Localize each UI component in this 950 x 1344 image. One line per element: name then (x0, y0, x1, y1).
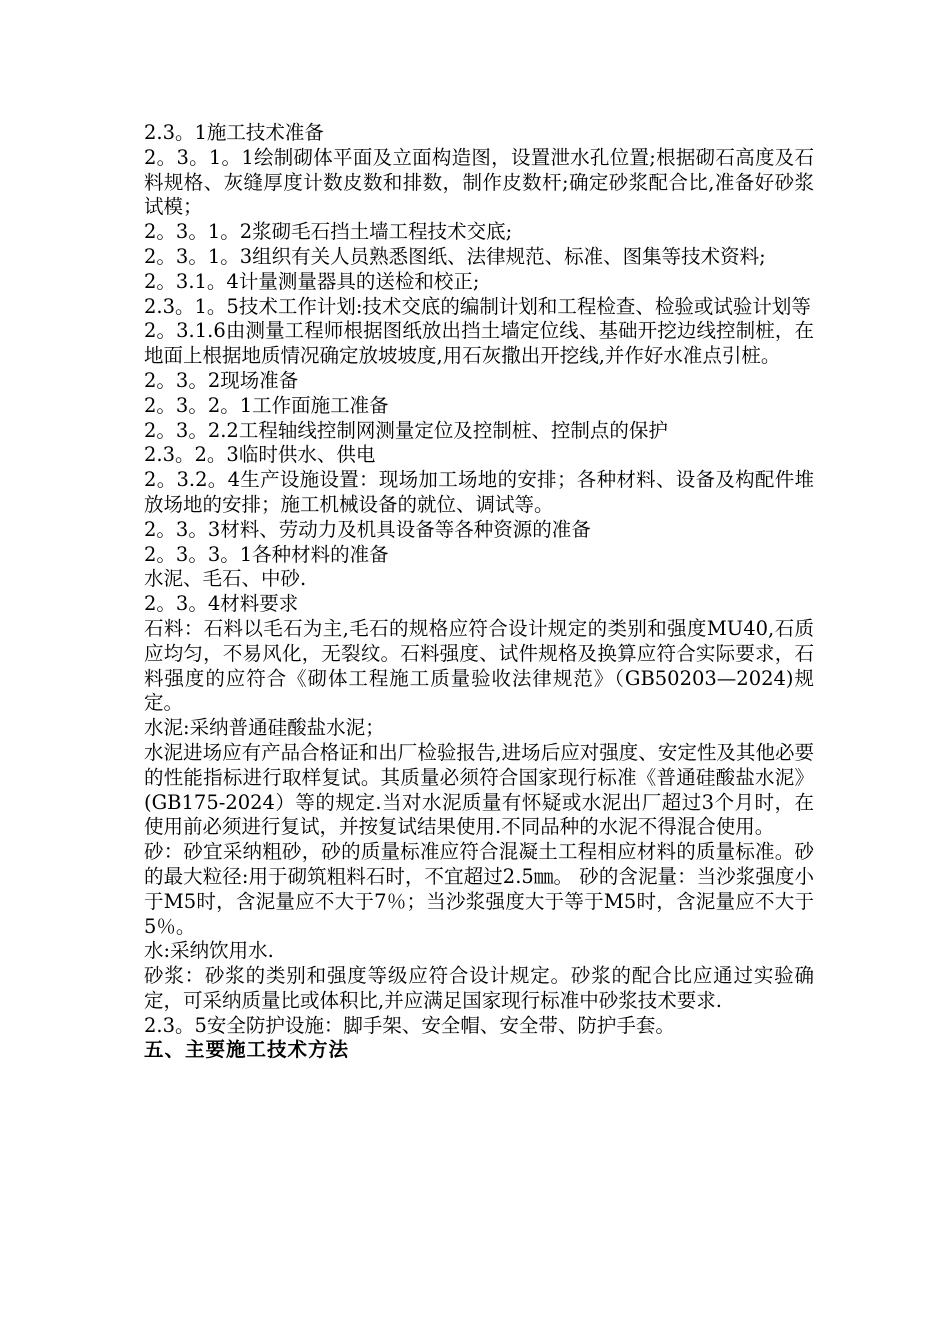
heading-2-3-2: 2。3。2现场准备 (144, 368, 299, 392)
paragraph-2-3-1-5: 2.3。1。5技术工作计划:技术交底的编制计划和工程检查、检验或试验计划等 (144, 294, 811, 318)
paragraph-stone-requirements: 石料：石料以毛石为主,毛石的规格应符合设计规定的类别和强度MU40,石质应均匀，不易风化，无裂纹。石料强度、试件规格及换算应符合实际要求，石料强度的应符合《砌体工程施工质量验收法律规范》（GB50203—2024)规定。 (144, 616, 814, 715)
paragraph-mortar-requirements: 砂浆：砂浆的类别和强度等级应符合设计规定。砂浆的配合比应通过实验确定，可采纳质量比或体积比,并应满足国家现行标准中砂浆技术要求. (144, 964, 814, 1012)
paragraph-2-3-1-4: 2。3.1。4计量测量器具的送检和校正; (144, 269, 480, 293)
heading-2-3-1: 2.3。1施工技术准备 (144, 121, 324, 144)
paragraph-2-3-5: 2.3。5安全防护设施：脚手架、安全帽、安全带、防护手套。 (144, 1013, 675, 1037)
paragraph-2-3-1-2: 2。3。1。2浆砌毛石挡土墙工程技术交底; (144, 220, 513, 244)
paragraph-water-requirements: 水:采纳饮用水. (144, 939, 274, 963)
heading-2-3-4: 2。3。4材料要求 (144, 592, 299, 616)
heading-2-3-3: 2。3。3材料、劳动力及机具设备等各种资源的准备 (144, 517, 591, 541)
paragraph-sand-requirements: 砂：砂宜采纳粗砂，砂的质量标准应符合混凝土工程相应材料的质量标准。砂的最大粒径:用于砌筑粗料石时，不宜超过2.5㎜。 砂的含泥量：当沙浆强度小于M5时，含泥量应不大于7％；当沙浆强度大于等于M5时，含泥量应不大于5％。 (144, 840, 814, 938)
paragraph-2-3-1-6: 2。3.1.6由测量工程师根据图纸放出挡土墙定位线、基础开挖边线控制桩，在地面上根据地质情况确定放坡坡度,用石灰撒出开挖线,并作好水准点引桩。 (144, 319, 814, 368)
paragraph-2-3-3-1: 2。3。3。1各种材料的准备 (144, 542, 389, 566)
paragraph-2-3-2-3: 2.3。2。3临时供水、供电 (144, 443, 376, 467)
paragraph-materials-list: 水泥、毛石、中砂. (144, 567, 307, 591)
paragraph-2-3-2-4: 2。3.2。4生产设施设置：现场加工场地的安排；各种材料、设备及构配件堆放场地的安排；施工机械设备的就位、调试等。 (144, 468, 814, 516)
section-heading-5: 五、主要施工技术方法 (144, 1038, 350, 1062)
paragraph-cement-requirements: 水泥进场应有产品合格证和出厂检验报告,进场后应对强度、安定性及其他必要的性能指标进行取样复试。其质量必须符合国家现行标准《普通硅酸盐水泥》(GB175-2024）等的规定.当对水泥质量有怀疑或水泥出厂超过3个月时，在使用前必须进行复试，并按复试结果使用.不同品种的水泥不得混合使用。 (144, 740, 814, 839)
paragraph-2-3-2-2: 2。3。2.2工程轴线控制网测量定位及控制桩、控制点的保护 (144, 418, 668, 442)
paragraph-2-3-2-1: 2。3。2。1工作面施工准备 (144, 393, 389, 417)
paragraph-2-3-1-1: 2。3。1。1绘制砌体平面及立面构造图，设置泄水孔位置;根据砌石高度及石料规格、灰缝厚度计数皮数和排数，制作皮数杆;确定砂浆配合比,准备好砂浆试模； (144, 145, 814, 219)
paragraph-2-3-1-3: 2。3。1。3组织有关人员熟悉图纸、法律规范、标准、图集等技术资料; (144, 244, 766, 268)
document-body (144, 121, 814, 1063)
paragraph-cement-type: 水泥:采纳普通硅酸盐水泥； (144, 716, 385, 740)
